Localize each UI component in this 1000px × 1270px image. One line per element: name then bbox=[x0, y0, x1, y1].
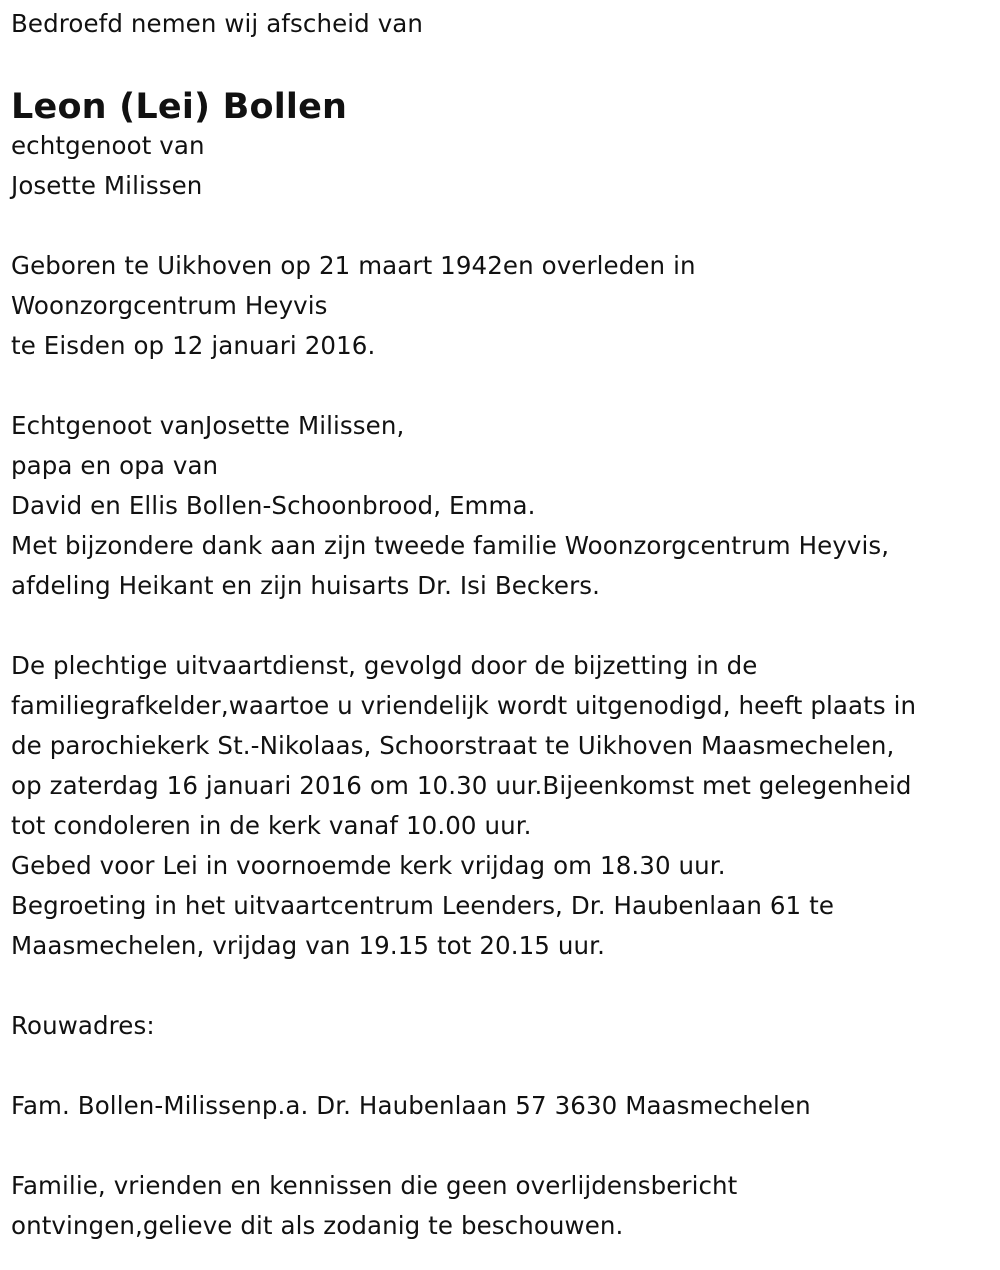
family-paragraph bbox=[11, 406, 996, 606]
paragraph-line: op zaterdag 16 januari 2016 om 10.30 uur.Bijeenkomst met gelegenheid bbox=[11, 771, 912, 800]
paragraph-line: De plechtige uitvaartdienst, gevolgd door de bijzetting in de bbox=[11, 651, 758, 680]
address-label: Rouwadres: bbox=[11, 1011, 155, 1040]
paragraph-line: Gebed voor Lei in voornoemde kerk vrijdag om 18.30 uur. bbox=[11, 851, 726, 880]
spouse-label: echtgenoot van bbox=[11, 131, 205, 160]
intro-text: Bedroefd nemen wij afscheid van bbox=[11, 9, 424, 38]
spacer bbox=[11, 366, 996, 406]
spacer bbox=[11, 206, 996, 246]
spouse-name: Josette Milissen bbox=[11, 171, 203, 200]
paragraph-line: Echtgenoot vanJosette Milissen, bbox=[11, 411, 405, 440]
paragraph-line: Woonzorgcentrum Heyvis bbox=[11, 291, 328, 320]
spacer bbox=[11, 606, 996, 646]
paragraph-line: Familie, vrienden en kennissen die geen overlijdensbericht bbox=[11, 1171, 738, 1200]
paragraph-line: Geboren te Uikhoven op 21 maart 1942en overleden in bbox=[11, 251, 696, 280]
mourning-address: Fam. Bollen-Milissenp.a. Dr. Haubenlaan 57 3630 Maasmechelen bbox=[11, 1091, 811, 1120]
paragraph-line: afdeling Heikant en zijn huisarts Dr. Isi Beckers. bbox=[11, 571, 601, 600]
paragraph-line: Met bijzondere dank aan zijn tweede familie Woonzorgcentrum Heyvis, bbox=[11, 531, 890, 560]
deceased-name: Leon (Lei) Bollen bbox=[11, 87, 348, 127]
paragraph-line: te Eisden op 12 januari 2016. bbox=[11, 331, 376, 360]
closing-paragraph bbox=[11, 1166, 996, 1246]
spacer bbox=[11, 1126, 996, 1166]
spacer bbox=[11, 1046, 996, 1086]
paragraph-line: ontvingen,gelieve dit als zodanig te beschouwen. bbox=[11, 1211, 624, 1240]
paragraph-line: papa en opa van bbox=[11, 451, 219, 480]
death-notice bbox=[11, 0, 996, 1246]
paragraph-line: Begroeting in het uitvaartcentrum Leenders, Dr. Haubenlaan 61 te bbox=[11, 891, 835, 920]
spacer bbox=[11, 966, 996, 1006]
paragraph-line: tot condoleren in de kerk vanaf 10.00 uur. bbox=[11, 811, 532, 840]
service-paragraph bbox=[11, 646, 996, 966]
paragraph-line: familiegrafkelder,waartoe u vriendelijk wordt uitgenodigd, heeft plaats in bbox=[11, 691, 917, 720]
paragraph-line: David en Ellis Bollen-Schoonbrood, Emma. bbox=[11, 491, 536, 520]
paragraph-line: Maasmechelen, vrijdag van 19.15 tot 20.15 uur. bbox=[11, 931, 605, 960]
birth-death-paragraph bbox=[11, 246, 996, 366]
paragraph-line: de parochiekerk St.-Nikolaas, Schoorstraat te Uikhoven Maasmechelen, bbox=[11, 731, 895, 760]
